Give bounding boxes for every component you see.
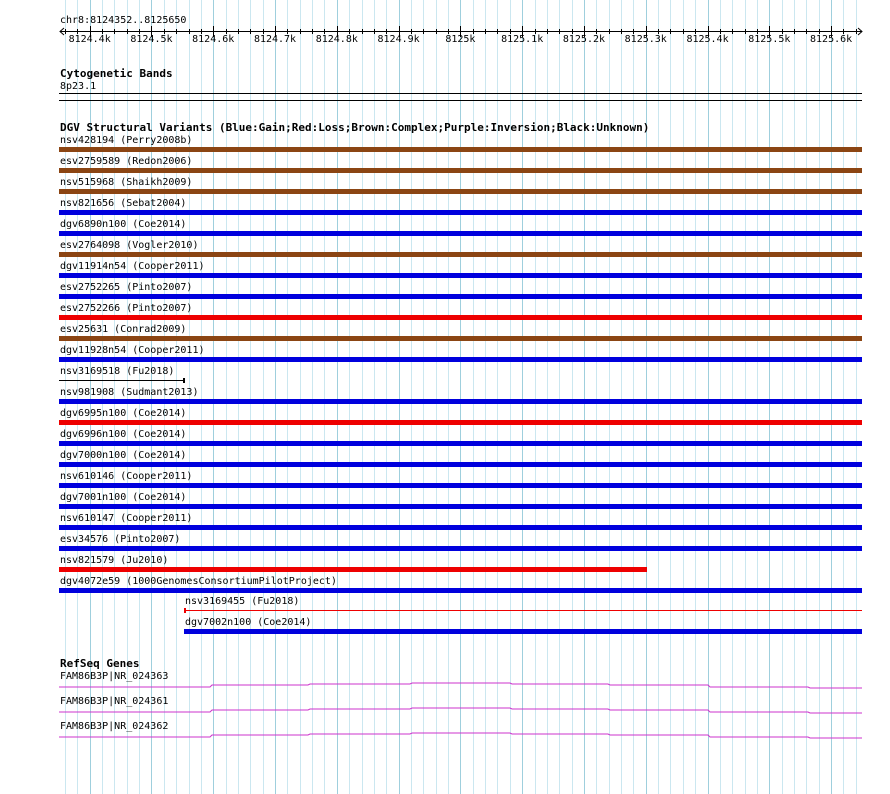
dgv-track-title: DGV Structural Variants (Blue:Gain;Red:Loss;Brown:Complex;Purple:Inversion;Black:Unknown)	[60, 121, 650, 134]
variant-label[interactable]: dgv6995n100 (Coe2014)	[60, 408, 187, 419]
ruler-tick-label: 8124.8k	[315, 34, 358, 45]
gene-model[interactable]	[0, 705, 890, 715]
variant-bar[interactable]	[59, 504, 862, 509]
variant-bar[interactable]	[59, 380, 185, 381]
cytoband-track-title: Cytogenetic Bands	[60, 67, 173, 80]
variant-label[interactable]: dgv7000n100 (Coe2014)	[60, 450, 187, 461]
variant-bar[interactable]	[59, 546, 862, 551]
variant-bar[interactable]	[59, 420, 862, 425]
ruler-tick-label: 8125.3k	[624, 34, 667, 45]
variant-label[interactable]: esv34576 (Pinto2007)	[60, 534, 181, 545]
variant-bar[interactable]	[59, 588, 862, 593]
ruler-tick-label: 8125.2k	[562, 34, 606, 45]
gene-label[interactable]: FAM86B3P|NR_024362	[60, 721, 169, 732]
variant-bar[interactable]	[184, 629, 862, 634]
cytoband-line	[59, 100, 862, 101]
variant-bar[interactable]	[59, 189, 862, 194]
variant-bar[interactable]	[59, 567, 647, 572]
variant-label[interactable]: nsv515968 (Shaikh2009)	[60, 177, 193, 188]
variant-bar[interactable]	[59, 231, 862, 236]
variant-label[interactable]: nsv981908 (Sudmant2013)	[60, 387, 199, 398]
variant-bar[interactable]	[59, 168, 862, 173]
variant-bar[interactable]	[59, 294, 862, 299]
ruler-tick-label: 8124.5k	[130, 34, 173, 45]
variant-bar[interactable]	[59, 399, 862, 404]
gene-label[interactable]: FAM86B3P|NR_024363	[60, 671, 169, 682]
variant-bar[interactable]	[59, 273, 862, 278]
variant-bar[interactable]	[184, 610, 862, 611]
gene-model[interactable]	[0, 680, 890, 690]
variant-label[interactable]: nsv610146 (Cooper2011)	[60, 471, 193, 482]
cytoband-line	[59, 93, 862, 94]
variant-label[interactable]: nsv3169518 (Fu2018)	[60, 366, 175, 377]
ruler-tick-label: 8125.1k	[501, 34, 544, 45]
variant-label[interactable]: esv2759589 (Redon2006)	[60, 156, 193, 167]
variant-label[interactable]: dgv7001n100 (Coe2014)	[60, 492, 187, 503]
gene-model[interactable]	[0, 730, 890, 740]
variant-label[interactable]: esv2752266 (Pinto2007)	[60, 303, 193, 314]
ruler-tick-label: 8124.4k	[68, 34, 111, 45]
variant-label[interactable]: nsv821656 (Sebat2004)	[60, 198, 187, 209]
cytoband-label: 8p23.1	[60, 81, 97, 92]
variant-label[interactable]: dgv6890n100 (Coe2014)	[60, 219, 187, 230]
gene-label[interactable]: FAM86B3P|NR_024361	[60, 696, 169, 707]
variant-label[interactable]: esv2752265 (Pinto2007)	[60, 282, 193, 293]
variant-bar[interactable]	[59, 315, 862, 320]
variant-label[interactable]: dgv4072e59 (1000GenomesConsortiumPilotProject)	[60, 576, 337, 587]
refseq-track-title: RefSeq Genes	[60, 657, 140, 670]
variant-bar[interactable]	[59, 210, 862, 215]
variant-bar[interactable]	[59, 147, 862, 152]
variant-bar[interactable]	[59, 441, 862, 446]
variant-label[interactable]: dgv11914n54 (Cooper2011)	[60, 261, 205, 272]
variant-bar[interactable]	[59, 252, 862, 257]
variant-label[interactable]: dgv6996n100 (Coe2014)	[60, 429, 187, 440]
variant-label[interactable]: esv2764098 (Vogler2010)	[60, 240, 199, 251]
variant-bar[interactable]	[59, 336, 862, 341]
variant-label[interactable]: dgv7002n100 (Coe2014)	[185, 617, 312, 628]
ruler-tick-label: 8124.9k	[377, 34, 420, 45]
variant-label[interactable]: dgv11928n54 (Cooper2011)	[60, 345, 205, 356]
variant-label[interactable]: nsv428194 (Perry2008b)	[60, 135, 193, 146]
variant-label[interactable]: nsv610147 (Cooper2011)	[60, 513, 193, 524]
variant-bar[interactable]	[59, 483, 862, 488]
ruler-tick-label: 8124.6k	[192, 34, 235, 45]
ruler-tick-label: 8125.5k	[748, 34, 791, 45]
variant-bar[interactable]	[59, 357, 862, 362]
variant-label[interactable]: nsv3169455 (Fu2018)	[185, 596, 300, 607]
variant-label[interactable]: esv25631 (Conrad2009)	[60, 324, 187, 335]
ruler-tick-label: 8125k	[445, 34, 476, 45]
variant-label[interactable]: nsv821579 (Ju2010)	[60, 555, 169, 566]
ruler-tick-label: 8125.4k	[686, 34, 729, 45]
variant-bar[interactable]	[59, 525, 862, 530]
coordinate-range: chr8:8124352..8125650	[60, 15, 187, 26]
ruler-tick-label: 8125.6k	[810, 34, 853, 45]
variant-bar[interactable]	[59, 462, 862, 467]
ruler-tick-label: 8124.7k	[253, 34, 297, 45]
